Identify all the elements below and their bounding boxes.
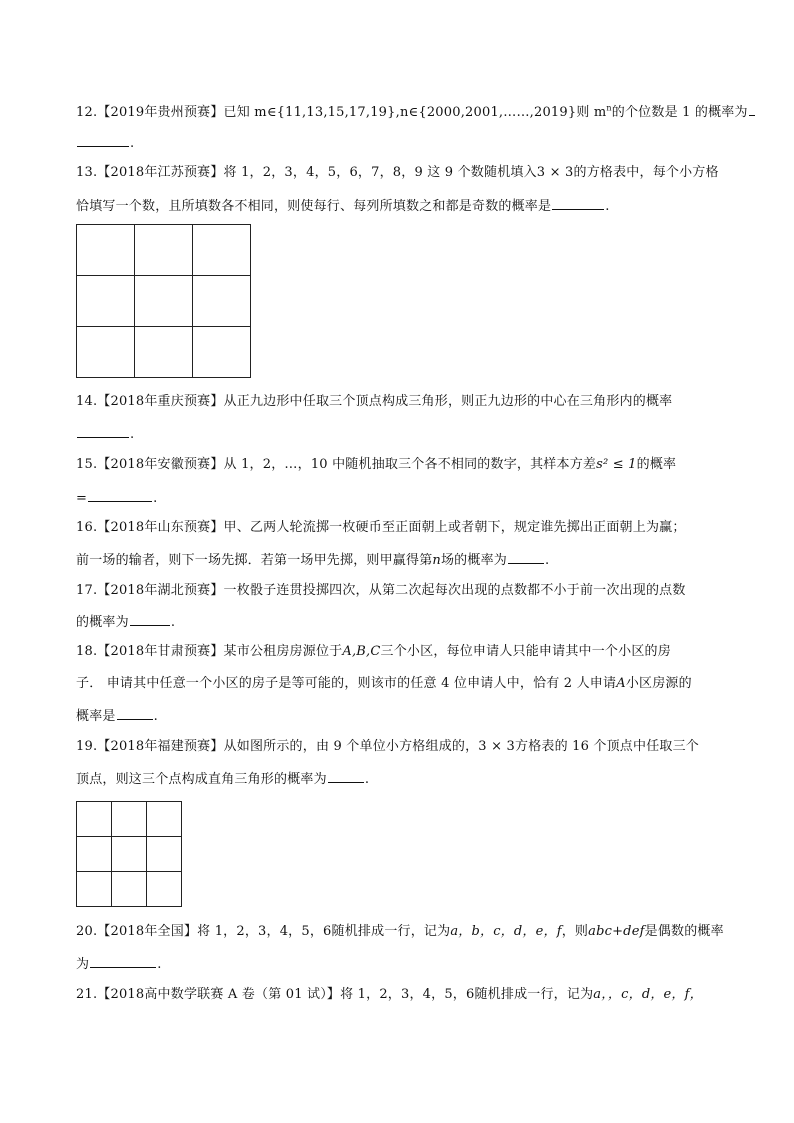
grid-cell [135,225,193,276]
period: . [364,772,370,787]
problem-16-line-2 [76,550,726,570]
problem-12-line-2 [76,133,726,153]
grid-cell [193,327,251,378]
problem-14-line-2 [76,424,726,444]
problem-20-line-2 [76,954,726,974]
period: . [170,615,176,630]
variables-a-to-f: a，b，c，d，e，f [450,924,562,939]
grid-cell [193,276,251,327]
problem-20-text-mid: ，则 [561,924,589,939]
problem-12-superscript: n [606,103,612,113]
grid-cell [77,327,135,378]
problem-12-line-1 [76,102,748,122]
problem-18-text: 18.【2018年甘肃预赛】某市公租房房源位于 [76,644,343,659]
grid-cell [77,837,112,872]
equals-sign: = [76,491,88,506]
grid-cell [147,837,182,872]
problem-18-text-2-end: 小区房源的 [625,676,692,691]
problem-20-text-end: 是偶数的概率 [644,924,724,939]
variables-abc: A,B,C [342,644,381,659]
answer-blank [117,706,153,720]
grid-cell [112,872,147,907]
period: . [605,199,610,214]
period: . [153,709,158,724]
grid-cell [147,802,182,837]
problem-15-text: 15.【2018年安徽预赛】从 1，2，…，10 中随机抽取三个各不相同的数字，其样本方差 [76,457,597,472]
grid-cell [112,837,147,872]
problem-13-line-2 [76,196,726,216]
grid-cell [77,225,135,276]
answer-blank [88,488,152,502]
answer-blank [77,424,129,438]
problem-17-line-1: 17.【2018年湖北预赛】一枚骰子连贯投掷四次，从第二次起每次出现的点数都不小于前一次出现的点数 [76,583,686,598]
problem-20-text: 20.【2018年全国】将 1，2，3，4，5，6随机排成一行，记为 [76,924,451,939]
problem-17-line-2 [76,612,726,632]
grid-3x3-figure-small [76,801,182,907]
problem-13-line-1: 13.【2018年江苏预赛】将 1，2，3，4，5，6，7，8，9 这 9 个数随机填入3 × 3的方格表中，每个小方格 [76,165,719,180]
grid-cell [77,872,112,907]
answer-blank [130,612,170,626]
variable-a: A [616,676,626,691]
problem-17-text: 的概率为 [76,615,129,630]
period: . [153,491,158,506]
period: . [545,553,550,568]
problem-20-text-2: 为 [76,957,90,972]
problem-18-line-3 [76,706,726,726]
variable-n: n [432,553,441,568]
problem-12-text: 12.【2019年贵州预赛】已知 m∈{11,13,15,17,19},n∈{2000,2001,……,2019}则 m [76,105,607,120]
grid-cell [135,327,193,378]
grid-cell [147,872,182,907]
problem-13-text: 恰填写一个数，且所填数各不相同，则使每行、每列所填数之和都是奇数的概率是 [76,199,552,214]
problem-18-line-2 [76,675,726,693]
problem-18-text-cont: 三个小区，每位申请人只能申请其中一个小区的房 [380,644,671,659]
grid-cell [77,802,112,837]
problem-12-text-end: 的个位数是 1 的概率为 [611,105,748,120]
variance-inequality: s² ≤ 1 [596,457,637,472]
period: . [130,136,135,151]
problem-20-line-1 [76,923,726,941]
problem-16-text-end: 场的概率为 [440,553,507,568]
grid-cell [193,225,251,276]
problem-19-line-2 [76,769,726,789]
period: . [157,957,162,972]
answer-blank [77,133,129,147]
answer-blank [90,954,156,968]
problem-21-text: 21.【2018高中数学联赛 A 卷（第 01 试）】将 1，2，3，4，5，6随机排成一行，记为 [76,987,594,1002]
grid-3x3-figure-large [76,224,251,378]
answer-blank [749,102,755,116]
answer-blank [552,196,604,210]
problem-18-text-2: 子． 申请其中任意一个小区的房子是等可能的，则该市的任意 4 位申请人中，恰有 2 人申请 [76,676,617,691]
grid-cell [77,276,135,327]
problem-15-line-1 [76,456,726,474]
problem-19-line-1: 19.【2018年福建预赛】从如图所示的，由 9 个单位小方格组成的，3 × 3方格表的 16 个顶点中任取三个 [76,739,700,754]
answer-blank [508,550,544,564]
grid-cell [135,276,193,327]
grid-cell [112,802,147,837]
problem-18-text-3: 概率是 [76,709,116,724]
problem-19-text: 顶点，则这三个点构成直角三角形的概率为 [76,772,327,787]
expression-abc-def: abc+def [588,924,645,939]
variables-a-to-f: a，，c，d，e，f， [593,987,703,1002]
problem-16-line-1: 16.【2018年山东预赛】甲、乙两人轮流掷一枚硬币至正面朝上或者朝下，规定谁先掷出正面朝上为赢； [76,520,686,535]
problem-14-line-1: 14.【2018年重庆预赛】从正九边形中任取三个顶点构成三角形，则正九边形的中心在三角形内的概率 [76,394,673,409]
problem-18-line-1 [76,643,726,661]
problem-15-line-2 [76,488,726,508]
problem-15-text-end: 的概率 [636,457,677,472]
problem-21-line-1 [76,986,726,1004]
problem-16-text: 前一场的输者，则下一场先掷．若第一场甲先掷，则甲赢得第 [76,553,433,568]
answer-blank [328,769,364,783]
period: . [130,427,135,442]
